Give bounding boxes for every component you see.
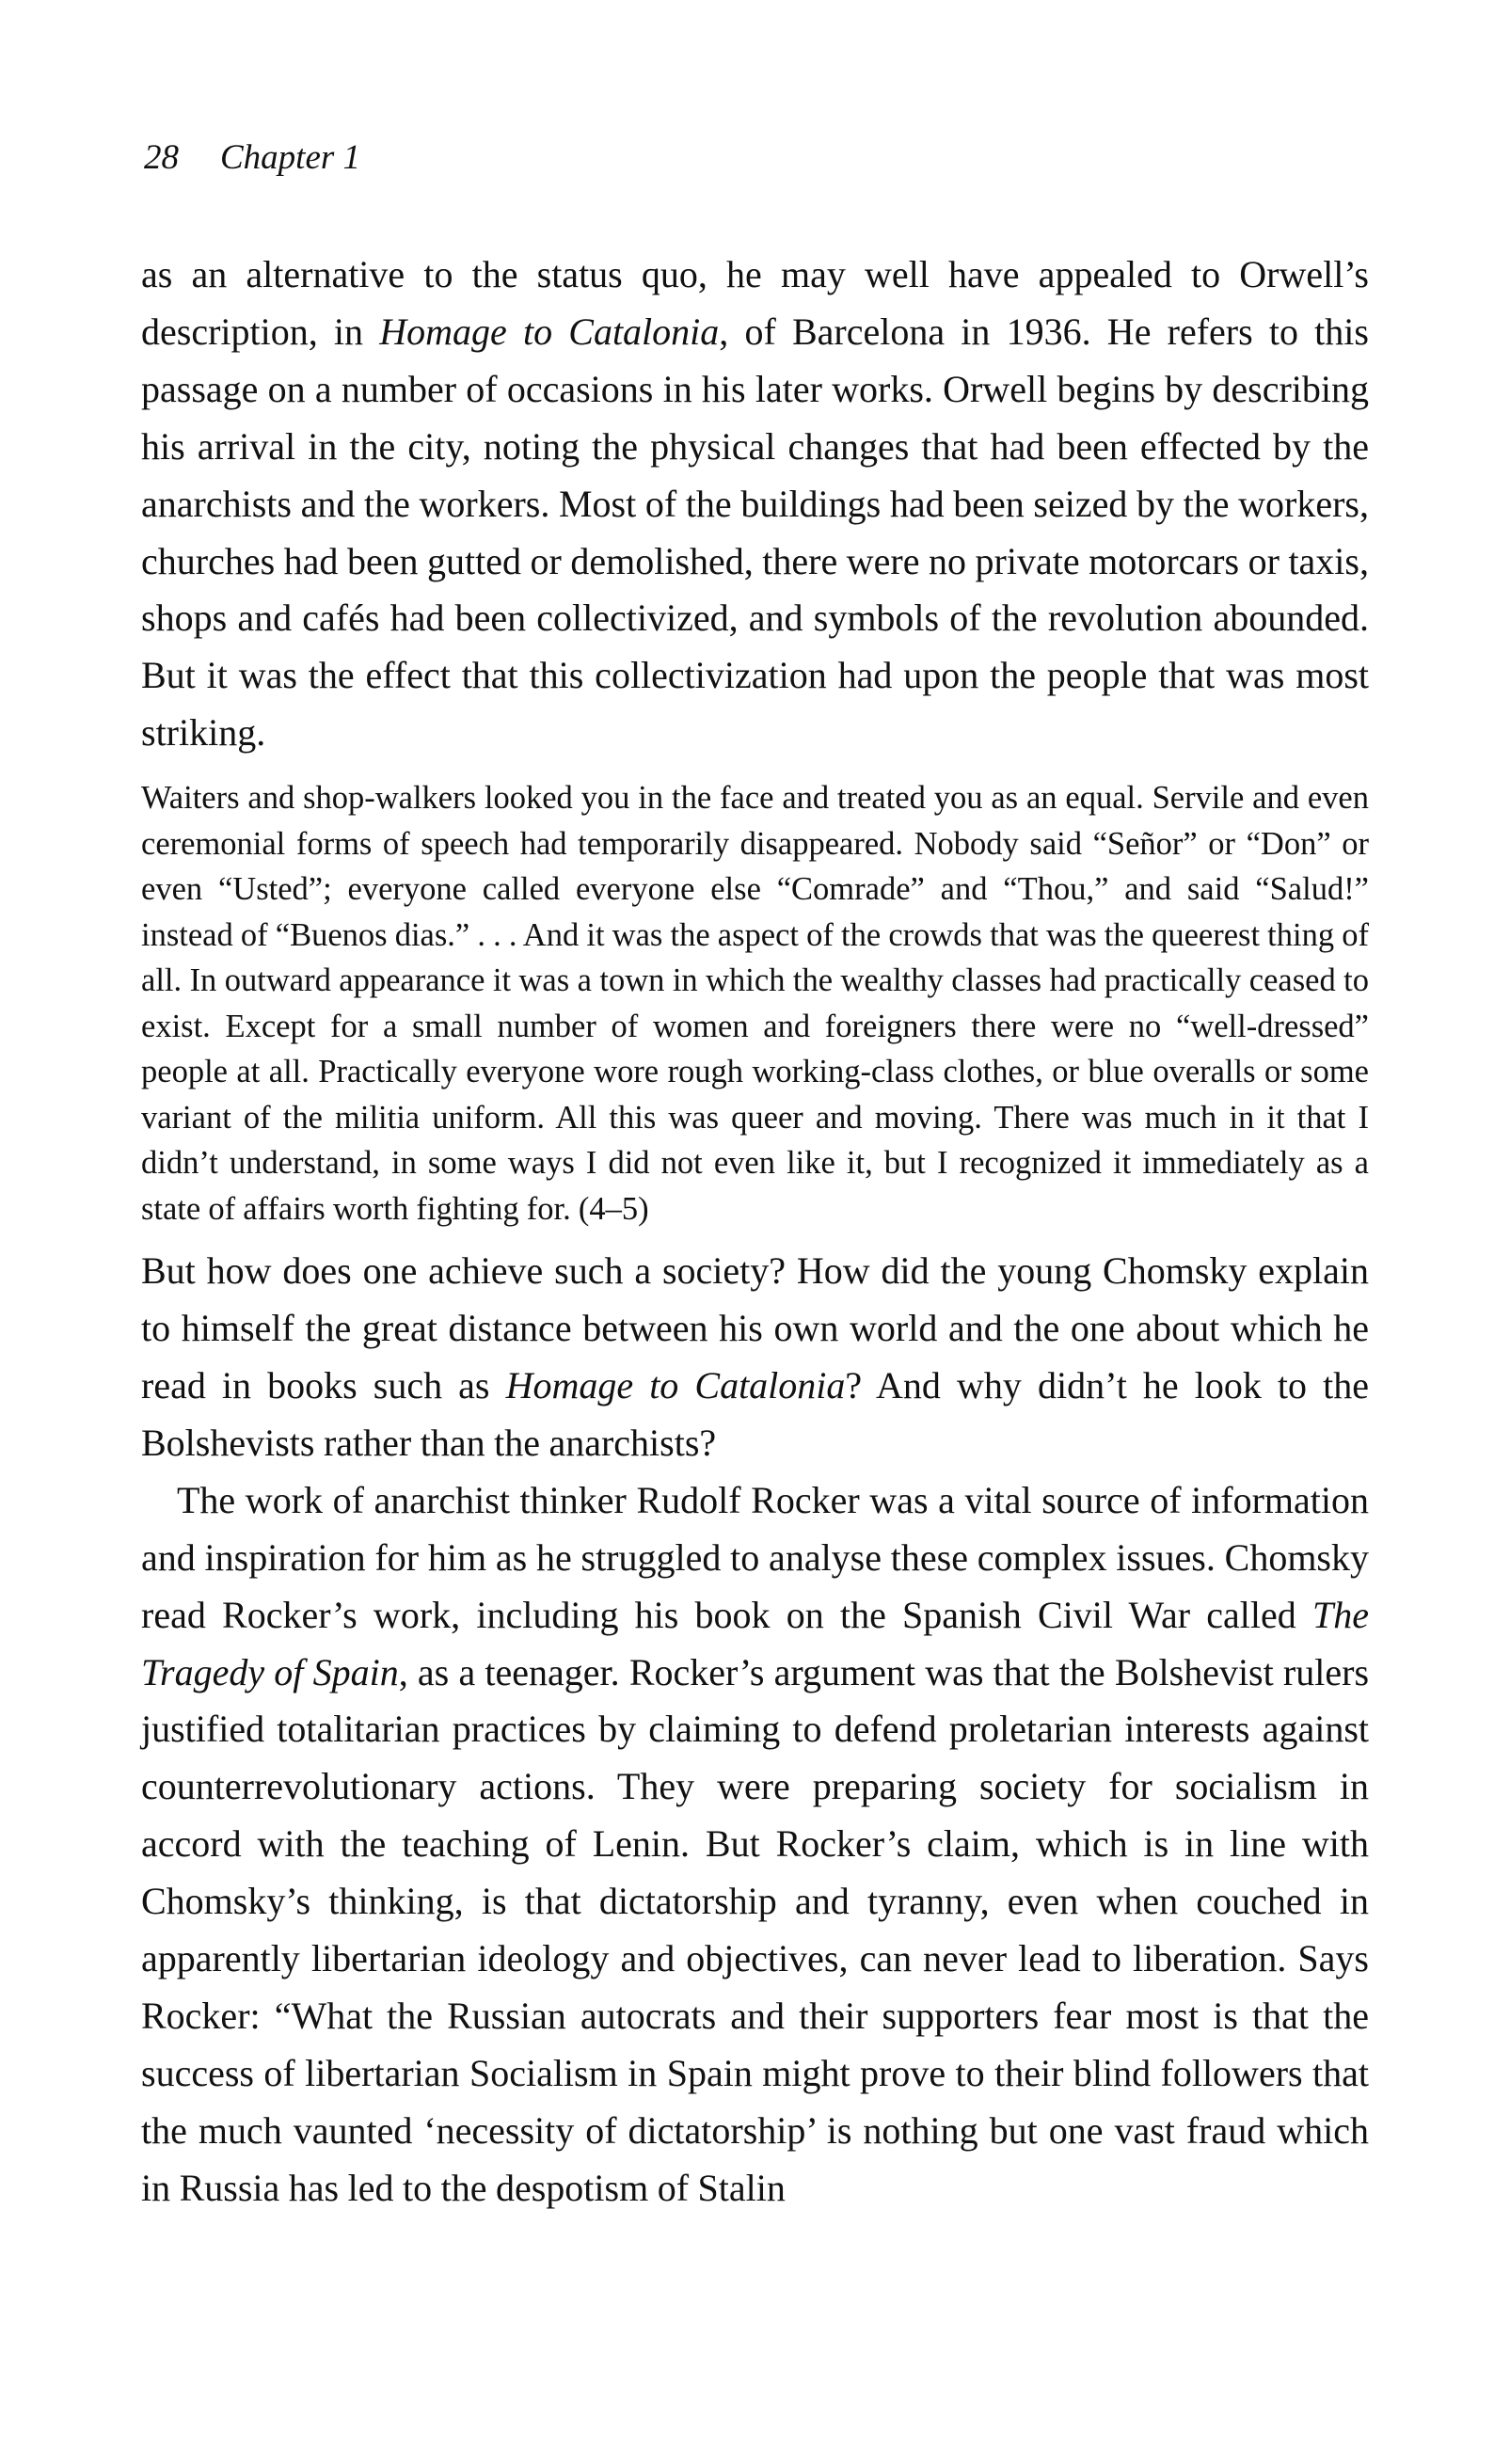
body-text: [141, 246, 1369, 2218]
page-number: 28: [144, 138, 179, 177]
running-head: [144, 137, 360, 178]
paragraph-3-text-a: The work of anarchist thinker Rudolf Rocker was a vital source of information and inspiration for him as he struggled to analyse these complex issues. Chomsky read Rocker’s work, including his book on the Spanish Civil War called: [141, 1478, 1369, 1636]
book-title-homage-to-catalonia: Homage to Catalonia: [379, 310, 720, 353]
paragraph-2: [141, 1243, 1369, 1472]
chapter-title: Chapter 1: [220, 138, 361, 177]
paragraph-1: [141, 246, 1369, 762]
paragraph-2-text-a: But how does one achieve such a society? How did the young Chomsky explain to himself the great distance between his own world and the one about which he read in books such as: [141, 1249, 1369, 1407]
paragraph-2-text-b: ? And why didn’t he look to the Bolshevists rather than the anarchists?: [141, 1363, 1369, 1464]
book-title-homage-to-catalonia-2: Homage to Catalonia: [505, 1363, 846, 1407]
paragraph-3: [141, 1472, 1369, 2218]
book-title-tragedy-of-spain: The Tragedy of Spain: [141, 1593, 1369, 1693]
block-quote-orwell: Waiters and shop-walkers looked you in the face and treated you as an equal. Servile and even ceremonial forms of speech had temporarily disappeared. Nobody said “Señor” or “Don” or even “Usted”; everyone called everyone else “Comrade” and “Thou,” and said “Salud!” instead of “Buenos dias.” . . . And it was the aspect of the crowds that was the queerest thing of all. In outward appearance it was a town in which the wealthy classes had practically ceased to exist. Except for a small number of women and foreigners there were no “well-dressed” people at all. Practically everyone wore rough working-class clothes, or blue overalls or some variant of the militia uniform. All this was queer and moving. There was much in it that I didn’t understand, in some ways I did not even like it, but I recognized it immediately as a state of affairs worth fighting for. (4–5): [141, 780, 1369, 1227]
paragraph-1-text-b: , of Barcelona in 1936. He refers to this passage on a number of occasions in his later works. Orwell begins by describing his arrival in the city, noting the physical changes that had been effected by the anarchists and the workers. Most of the buildings had been seized by the workers, churches had been gutted or demolished, there were no private motorcars or taxis, shops and cafés had been collectivized, and symbols of the revolution abounded. But it was the effect that this collectivization had upon the people that was most striking.: [141, 310, 1369, 755]
book-page: [141, 0, 1369, 2464]
paragraph-1-text-a: as an alternative to the status quo, he may well have appealed to Orwell’s description, in: [141, 253, 1369, 353]
paragraph-3-text-b: , as a teenager. Rocker’s argument was that the Bolshevist rulers justified totalitarian practices by claiming to defend proletarian interests against counterrevolutionary actions. They were preparing society for socialism in accord with the teaching of Lenin. But Rocker’s claim, which is in line with Chomsky’s thinking, is that dictatorship and tyranny, even when couched in apparently libertarian ideology and objectives, can never lead to liberation. Says Rocker: “What the Russian autocrats and their supporters fear most is that the success of libertarian Socialism in Spain might prove to their blind followers that the much vaunted ‘necessity of dictatorship’ is nothing but one vast fraud which in Russia has led to the despotism of Stalin: [141, 1650, 1370, 2209]
